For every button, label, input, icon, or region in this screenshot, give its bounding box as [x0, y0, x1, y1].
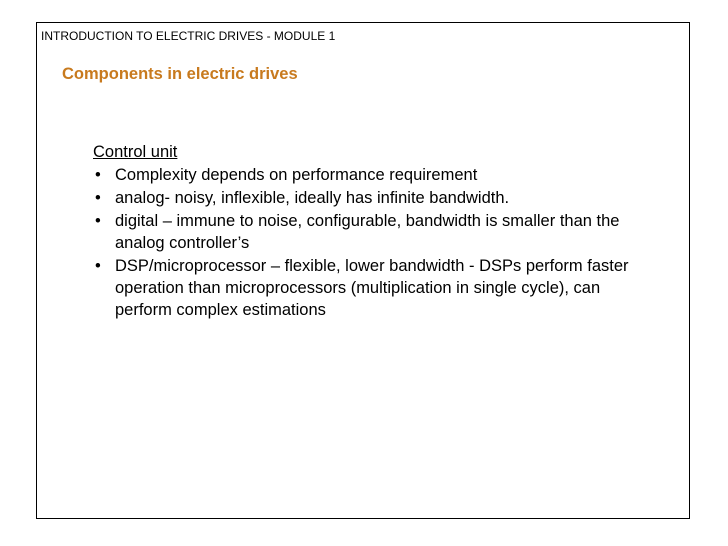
slide-content: [93, 141, 653, 321]
bullet-icon: •: [95, 212, 101, 230]
bullet-icon: •: [95, 166, 101, 184]
bullet-text: analog- noisy, inflexible, ideally has infinite bandwidth.: [115, 189, 510, 207]
slide-title: Components in electric drives: [62, 65, 298, 83]
bullet-text: DSP/microprocessor – flexible, lower bandwidth - DSPs perform faster operation than microprocessors (multiplication in single cycle), can perform complex estimations: [115, 257, 629, 319]
section-heading: Control unit: [93, 143, 178, 161]
slide-header: INTRODUCTION TO ELECTRIC DRIVES - MODULE 1: [41, 29, 336, 43]
bullet-text: Complexity depends on performance requirement: [115, 166, 478, 184]
slide: [36, 22, 690, 519]
bullet-item: [93, 164, 653, 186]
bullet-item: [93, 187, 653, 209]
bullet-icon: •: [95, 189, 101, 207]
bullet-item: [93, 255, 653, 321]
bullet-icon: •: [95, 257, 101, 275]
bullet-text: digital – immune to noise, configurable, bandwidth is smaller than the analog controller’s: [115, 212, 620, 252]
bullet-item: [93, 210, 653, 254]
bullet-list: [93, 164, 653, 321]
